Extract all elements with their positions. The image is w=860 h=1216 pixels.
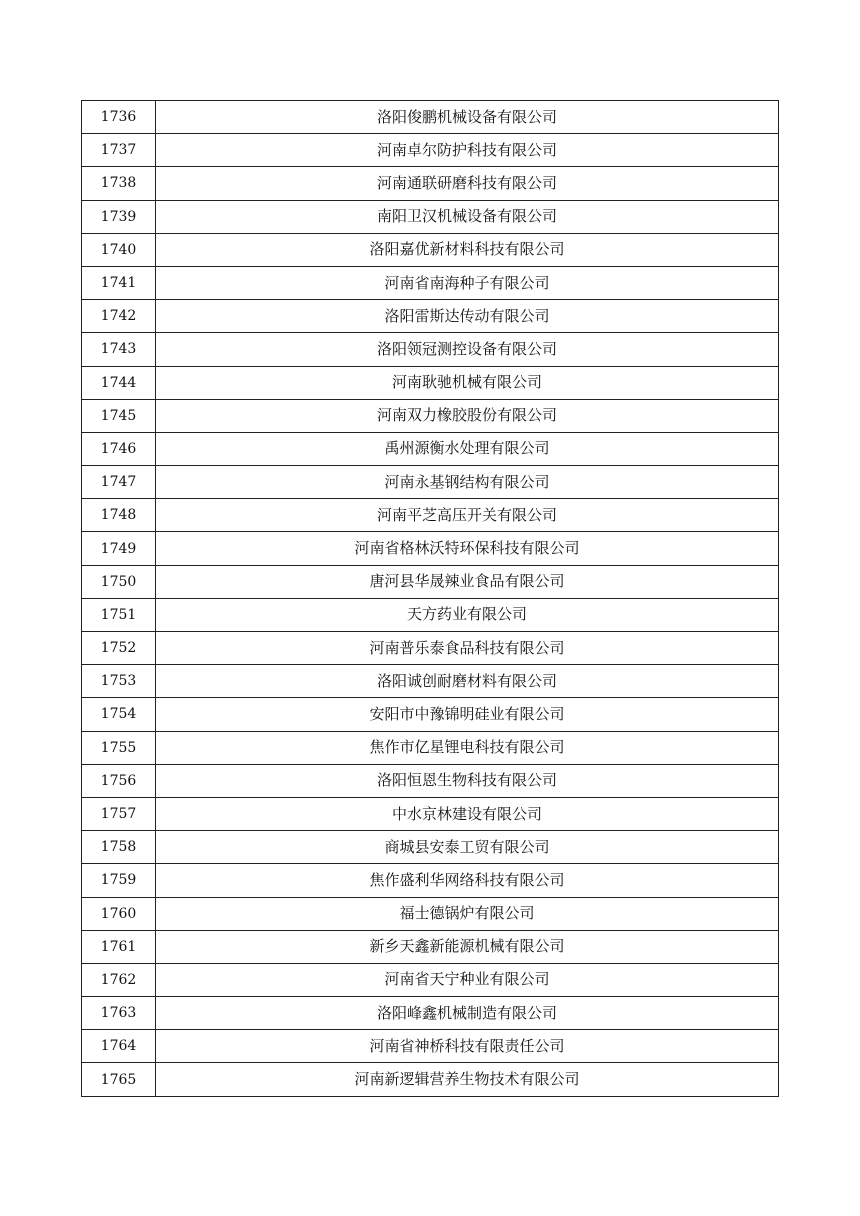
- company-name: 河南省神桥科技有限责任公司: [156, 1030, 779, 1063]
- company-name: 洛阳诚创耐磨材料有限公司: [156, 665, 779, 698]
- table-row: [82, 1063, 779, 1096]
- row-number: 1763: [82, 997, 156, 1030]
- table-row: [82, 1030, 779, 1063]
- company-name: 洛阳雷斯达传动有限公司: [156, 300, 779, 333]
- row-number: 1751: [82, 598, 156, 631]
- row-number: 1736: [82, 101, 156, 134]
- company-name: 安阳市中豫锦明硅业有限公司: [156, 698, 779, 731]
- row-number: 1752: [82, 632, 156, 665]
- row-number: 1738: [82, 167, 156, 200]
- table-row: [82, 963, 779, 996]
- table-row: [82, 532, 779, 565]
- company-list-body: [82, 101, 779, 1097]
- row-number: 1760: [82, 897, 156, 930]
- company-name: 河南新逻辑营养生物技术有限公司: [156, 1063, 779, 1096]
- table-row: [82, 698, 779, 731]
- row-number: 1759: [82, 864, 156, 897]
- company-name: 洛阳俊鹏机械设备有限公司: [156, 101, 779, 134]
- table-row: [82, 333, 779, 366]
- row-number: 1737: [82, 134, 156, 167]
- company-name: 洛阳嘉优新材料科技有限公司: [156, 233, 779, 266]
- table-row: [82, 300, 779, 333]
- table-row: [82, 466, 779, 499]
- row-number: 1757: [82, 797, 156, 830]
- row-number: 1755: [82, 731, 156, 764]
- row-number: 1761: [82, 930, 156, 963]
- company-name: 河南省天宁种业有限公司: [156, 963, 779, 996]
- table-row: [82, 399, 779, 432]
- company-name: 焦作市亿星锂电科技有限公司: [156, 731, 779, 764]
- table-row: [82, 200, 779, 233]
- row-number: 1765: [82, 1063, 156, 1096]
- company-name: 河南耿驰机械有限公司: [156, 366, 779, 399]
- company-name: 洛阳恒恩生物科技有限公司: [156, 764, 779, 797]
- row-number: 1745: [82, 399, 156, 432]
- company-name: 河南通联研磨科技有限公司: [156, 167, 779, 200]
- table-row: [82, 897, 779, 930]
- company-name: 河南普乐泰食品科技有限公司: [156, 632, 779, 665]
- company-name: 洛阳峰鑫机械制造有限公司: [156, 997, 779, 1030]
- row-number: 1746: [82, 432, 156, 465]
- company-name: 洛阳领冠测控设备有限公司: [156, 333, 779, 366]
- company-name: 中水京林建设有限公司: [156, 797, 779, 830]
- row-number: 1764: [82, 1030, 156, 1063]
- table-row: [82, 432, 779, 465]
- company-list-table: [81, 100, 779, 1097]
- row-number: 1750: [82, 565, 156, 598]
- company-name: 福士德锅炉有限公司: [156, 897, 779, 930]
- table-row: [82, 499, 779, 532]
- company-name: 禹州源衡水处理有限公司: [156, 432, 779, 465]
- table-row: [82, 665, 779, 698]
- table-row: [82, 134, 779, 167]
- company-name: 河南省南海种子有限公司: [156, 266, 779, 299]
- table-row: [82, 233, 779, 266]
- company-name: 焦作盛利华网络科技有限公司: [156, 864, 779, 897]
- row-number: 1758: [82, 831, 156, 864]
- row-number: 1739: [82, 200, 156, 233]
- company-name: 南阳卫汉机械设备有限公司: [156, 200, 779, 233]
- company-name: 唐河县华晟辣业食品有限公司: [156, 565, 779, 598]
- row-number: 1744: [82, 366, 156, 399]
- row-number: 1748: [82, 499, 156, 532]
- company-name: 河南省格林沃特环保科技有限公司: [156, 532, 779, 565]
- company-name: 商城县安泰工贸有限公司: [156, 831, 779, 864]
- row-number: 1741: [82, 266, 156, 299]
- table-row: [82, 101, 779, 134]
- row-number: 1742: [82, 300, 156, 333]
- row-number: 1749: [82, 532, 156, 565]
- table-row: [82, 598, 779, 631]
- company-name: 河南永基钢结构有限公司: [156, 466, 779, 499]
- table-row: [82, 632, 779, 665]
- table-row: [82, 831, 779, 864]
- row-number: 1740: [82, 233, 156, 266]
- company-name: 河南平芝高压开关有限公司: [156, 499, 779, 532]
- table-row: [82, 930, 779, 963]
- table-row: [82, 731, 779, 764]
- table-row: [82, 997, 779, 1030]
- company-name: 天方药业有限公司: [156, 598, 779, 631]
- company-name: 河南卓尔防护科技有限公司: [156, 134, 779, 167]
- table-row: [82, 565, 779, 598]
- table-row: [82, 797, 779, 830]
- table-row: [82, 764, 779, 797]
- company-name: 新乡天鑫新能源机械有限公司: [156, 930, 779, 963]
- row-number: 1754: [82, 698, 156, 731]
- row-number: 1747: [82, 466, 156, 499]
- table-row: [82, 266, 779, 299]
- company-name: 河南双力橡胶股份有限公司: [156, 399, 779, 432]
- row-number: 1753: [82, 665, 156, 698]
- row-number: 1756: [82, 764, 156, 797]
- table-row: [82, 366, 779, 399]
- row-number: 1762: [82, 963, 156, 996]
- row-number: 1743: [82, 333, 156, 366]
- table-row: [82, 864, 779, 897]
- table-row: [82, 167, 779, 200]
